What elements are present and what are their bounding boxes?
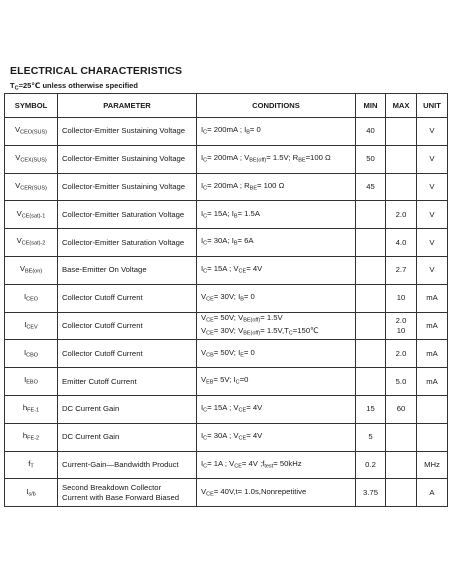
min-cell: 5 [356,423,386,451]
conditions-cell: $V_{CE}= 50V$; $V_{BE(off)}= 1.5V$ $V_{CE}= 30V$; $V_{BE(off)}=$ $1.5V,T_C=150℃$ [197,312,356,340]
min-cell [356,201,386,229]
parameter-cell: DC Current Gain [58,423,197,451]
max-cell: 4.0 [386,229,417,257]
symbol-cell: $V_{CE(sat)-1}$ [5,201,58,229]
unit-cell [417,423,448,451]
table-row [5,423,448,451]
parameter-cell: Current-Gain—Bandwidth Product [58,451,197,479]
unit-cell: V [417,256,448,284]
symbol-cell: $h_{FE-2}$ [5,423,58,451]
symbol-cell: $V_{CEX(SUS)}$ [5,145,58,173]
table-row [5,312,448,340]
parameter-cell: Collector-Emitter Sustaining Voltage [58,118,197,146]
max-cell: 2.0 [386,340,417,368]
min-cell: 45 [356,173,386,201]
conditions-cell: $I_C= 15A$; $I_B= 1.5A$ [197,201,356,229]
unit-cell: V [417,173,448,201]
parameter-cell: Collector Cutoff Current [58,340,197,368]
unit-cell: mA [417,312,448,340]
table-row [5,340,448,368]
parameter-cell: Base-Emitter On Voltage [58,256,197,284]
conditions-cell: $I_C= 200mA$ ; $I_B= 0$ [197,118,356,146]
conditions-cell: $V_{CB}= 50V$; $I_E= 0$ [197,340,356,368]
max-cell [386,145,417,173]
header-min: MIN [356,94,386,118]
header-conditions: CONDITIONS [197,94,356,118]
conditions-cell: $I_C= 30A$ ; $V_{CE}= 4V$ [197,423,356,451]
symbol-cell: $V_{CER(SUS)}$ [5,173,58,201]
symbol-cell: $V_{CEO(SUS)}$ [5,118,58,146]
parameter-cell: DC Current Gain [58,395,197,423]
min-cell [356,256,386,284]
unit-cell: A [417,479,448,507]
table-row [5,145,448,173]
min-cell: 0.2 [356,451,386,479]
unit-cell: mA [417,284,448,312]
table-row [5,201,448,229]
parameter-cell: Collector-Emitter Sustaining Voltage [58,145,197,173]
max-cell: 2.7 [386,256,417,284]
min-cell: 50 [356,145,386,173]
max-cell: 2.0 [386,201,417,229]
unit-cell: V [417,145,448,173]
symbol-cell: $I_{CBO}$ [5,340,58,368]
table-row [5,229,448,257]
parameter-cell: Collector-Emitter Saturation Voltage [58,229,197,257]
header-unit: UNIT [417,94,448,118]
min-cell [356,340,386,368]
header-max: MAX [386,94,417,118]
conditions-cell: $I_C= 1A$ ; $V_{CE}= 4V$ $;f_{test}= 50kHz$ [197,451,356,479]
unit-cell: MHz [417,451,448,479]
unit-cell: V [417,118,448,146]
unit-cell: mA [417,368,448,396]
section-title: ELECTRICAL CHARACTERISTICS [10,65,183,77]
parameter-cell: Collector Cutoff Current [58,312,197,340]
conditions-cell: $V_{EB}= 5V$; $I_C=0$ [197,368,356,396]
symbol-cell: $I_{CEO}$ [5,284,58,312]
table-row [5,284,448,312]
max-cell: 5.0 [386,368,417,396]
symbol-cell: $I_{EBO}$ [5,368,58,396]
symbol-cell: $I_{s/b}$ [5,479,58,507]
max-cell: 2.0 10 [386,312,417,340]
unit-cell: mA [417,340,448,368]
parameter-cell: Second Breakdown Collector Current with Base Forward Biased [58,479,197,507]
max-cell [386,118,417,146]
conditions-cell: $I_C= 200mA$ ; $V_{BE(off)}= 1.5V$; $R_{BE}=100$ Ω [197,145,356,173]
conditions-cell: $I_C= 30A$; $I_B= 6A$ [197,229,356,257]
parameter-cell: Collector-Emitter Saturation Voltage [58,201,197,229]
symbol-cell: $f_T$ [5,451,58,479]
test-condition-note: $T_C=25℃$ unless otherwise specified [10,81,138,92]
min-cell: 15 [356,395,386,423]
table-row [5,118,448,146]
table-row [5,479,448,507]
conditions-cell: $V_{CE}= 40V,t=$ 1.0s,Nonrepetitive [197,479,356,507]
max-cell [386,479,417,507]
max-cell [386,173,417,201]
symbol-cell: $V_{CE(sat)-2}$ [5,229,58,257]
min-cell [356,368,386,396]
parameter-cell: Collector-Emitter Sustaining Voltage [58,173,197,201]
min-cell [356,284,386,312]
header-symbol: SYMBOL [5,94,58,118]
min-cell [356,229,386,257]
min-cell: 40 [356,118,386,146]
unit-cell: V [417,201,448,229]
table-row [5,256,448,284]
parameter-cell: Collector Cutoff Current [58,284,197,312]
min-cell [356,312,386,340]
header-parameter: PARAMETER [58,94,197,118]
max-cell: 10 [386,284,417,312]
min-cell: 3.75 [356,479,386,507]
electrical-characteristics-table [4,93,448,507]
table-header-row [5,94,448,118]
symbol-cell: $V_{BE(on)}$ [5,256,58,284]
unit-cell: V [417,229,448,257]
symbol-cell: $h_{FE-1}$ [5,395,58,423]
conditions-cell: $I_C= 15A$ ; $V_{CE}= 4V$ [197,256,356,284]
conditions-cell: $I_C= 15A$ ; $V_{CE}= 4V$ [197,395,356,423]
parameter-cell: Emitter Cutoff Current [58,368,197,396]
max-cell [386,451,417,479]
table-row [5,451,448,479]
max-cell [386,423,417,451]
unit-cell [417,395,448,423]
conditions-cell: $V_{CE}= 30V$; $I_B= 0$ [197,284,356,312]
table-row [5,173,448,201]
max-cell: 60 [386,395,417,423]
table-row [5,368,448,396]
conditions-cell: $I_C= 200mA$ ; $R_{BE}= 100$ Ω [197,173,356,201]
table-row [5,395,448,423]
symbol-cell: $I_{CEV}$ [5,312,58,340]
